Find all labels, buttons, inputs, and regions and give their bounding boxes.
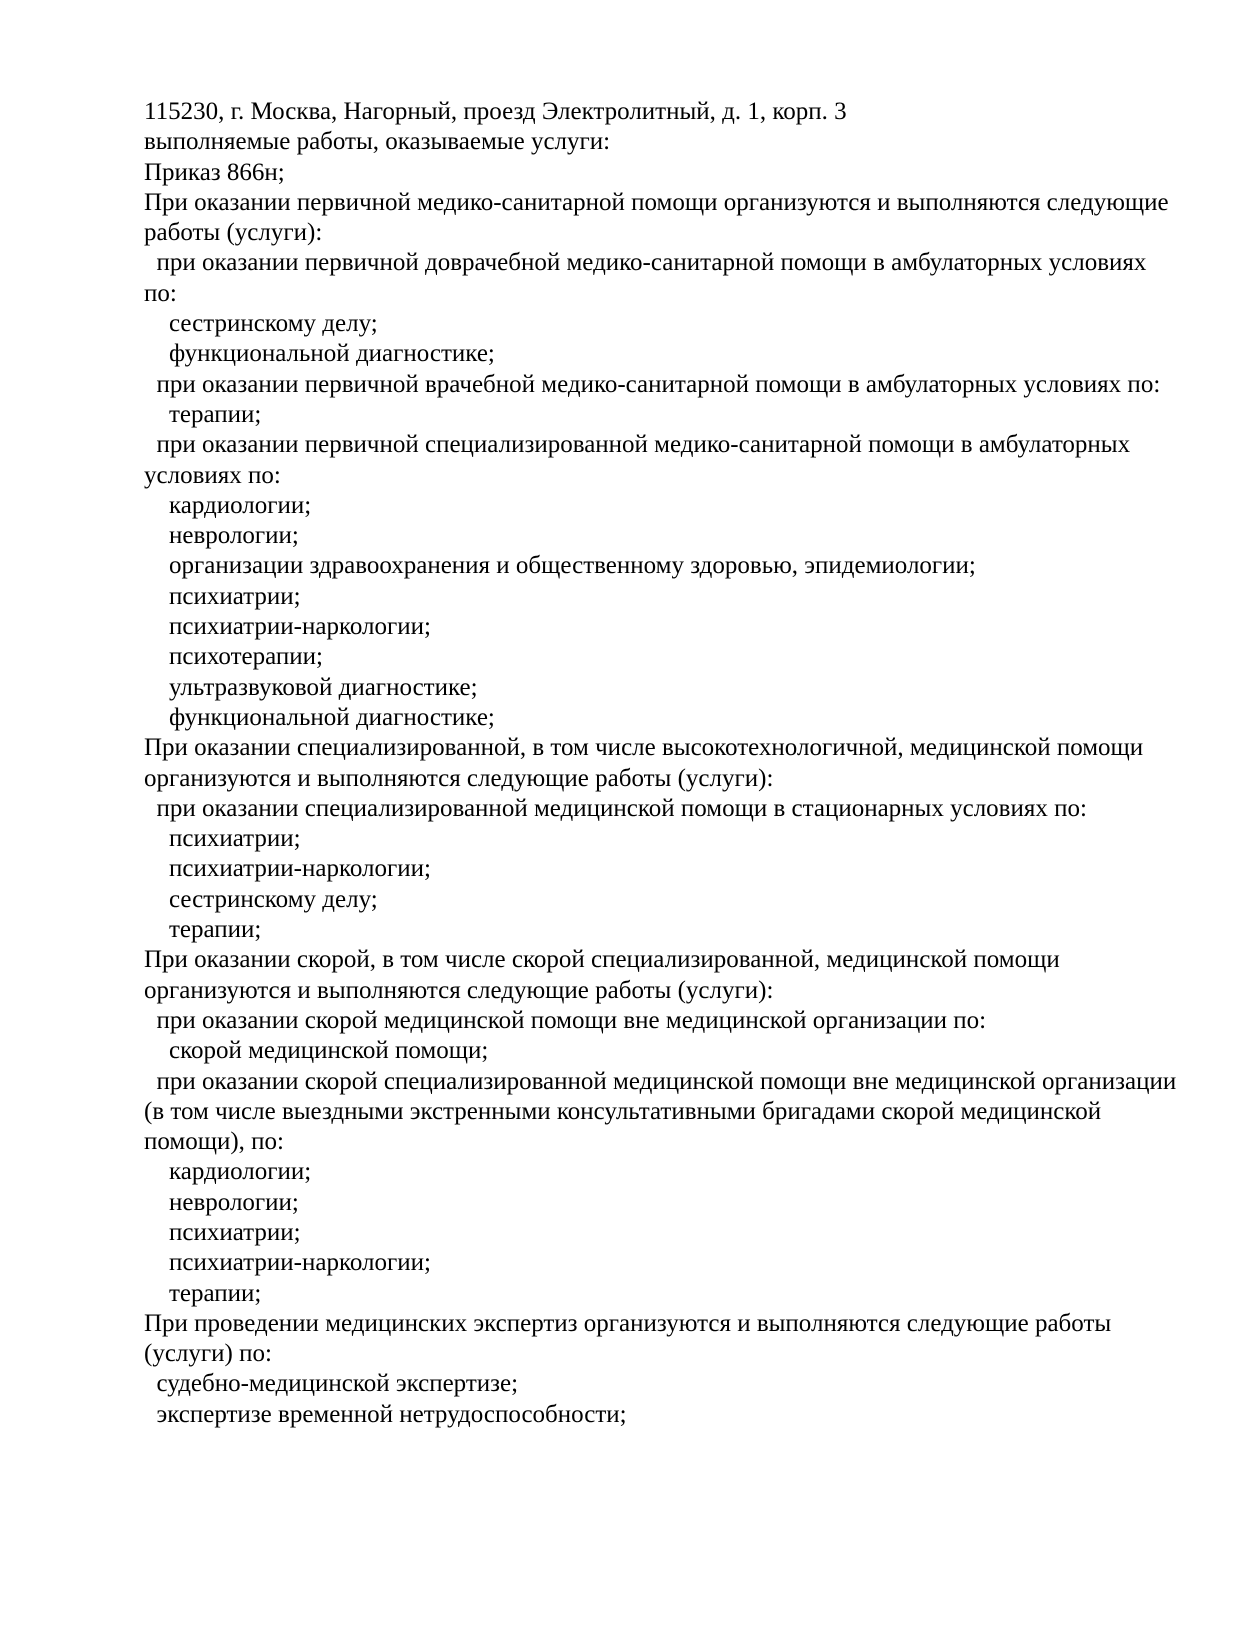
- document-line: функциональной диагностике;: [144, 703, 495, 731]
- document-line: выполняемые работы, оказываемые услуги:: [144, 128, 611, 156]
- document-line: терапии;: [144, 400, 262, 428]
- document-line: При оказании первичной медико-санитарной помощи организуются и выполняются следующие: [144, 188, 1169, 216]
- document-line: при оказании скорой специализированной медицинской помощи вне медицинской организации: [144, 1067, 1177, 1095]
- document-line: При оказании специализированной, в том числе высокотехнологичной, медицинской помощи: [144, 734, 1144, 762]
- document-line: При оказании скорой, в том числе скорой специализированной, медицинской помощи: [144, 946, 1060, 974]
- document-line: при оказании первичной специализированной медико-санитарной помощи в амбулаторных: [144, 431, 1131, 459]
- license-text-block: [144, 97, 1219, 1430]
- document-line: по:: [144, 279, 177, 307]
- document-line: (в том числе выездными экстренными консультативными бригадами скорой медицинской: [144, 1097, 1102, 1125]
- document-line: терапии;: [144, 1279, 262, 1307]
- document-line: психиатрии;: [144, 582, 301, 610]
- document-line: условиях по:: [144, 461, 281, 489]
- document-line: скорой медицинской помощи;: [144, 1037, 489, 1065]
- document-line: судебно-медицинской экспертизе;: [144, 1370, 519, 1398]
- document-line: неврологии;: [144, 1188, 299, 1216]
- document-line: терапии;: [144, 916, 262, 944]
- document-line: организации здравоохранения и общественному здоровью, эпидемиологии;: [144, 552, 976, 580]
- document-line: при оказании первичной врачебной медико-санитарной помощи в амбулаторных условиях по:: [144, 370, 1161, 398]
- document-line: работы (услуги):: [144, 219, 323, 247]
- document-line: психотерапии;: [144, 643, 323, 671]
- document-line: сестринскому делу;: [144, 310, 378, 338]
- document-line: психиатрии;: [144, 1218, 301, 1246]
- document-line: психиатрии-наркологии;: [144, 1249, 431, 1277]
- document-line: помощи), по:: [144, 1128, 285, 1156]
- document-line: экспертизе временной нетрудоспособности;: [144, 1400, 627, 1428]
- document-line: функциональной диагностике;: [144, 340, 495, 368]
- document-line: сестринскому делу;: [144, 885, 378, 913]
- document-line: при оказании первичной доврачебной медико-санитарной помощи в амбулаторных условиях: [144, 249, 1147, 277]
- document-line: при оказании специализированной медицинской помощи в стационарных условиях по:: [144, 794, 1087, 822]
- document-line: ультразвуковой диагностике;: [144, 673, 478, 701]
- document-line: Приказ 866н;: [144, 158, 285, 186]
- document-line: психиатрии-наркологии;: [144, 613, 431, 641]
- document-line: кардиологии;: [144, 1158, 312, 1186]
- document-line: 115230, г. Москва, Нагорный, проезд Электролитный, д. 1, корп. 3: [144, 98, 847, 125]
- document-line: неврологии;: [144, 522, 299, 550]
- document-line: При проведении медицинских экспертиз организуются и выполняются следующие работы: [144, 1309, 1112, 1337]
- document-line: организуются и выполняются следующие работы (услуги):: [144, 976, 774, 1004]
- document-line: при оказании скорой медицинской помощи вне медицинской организации по:: [144, 1006, 987, 1034]
- document-line: (услуги) по:: [144, 1340, 272, 1368]
- document-line: психиатрии;: [144, 825, 301, 853]
- document-line: кардиологии;: [144, 491, 312, 519]
- document-line: психиатрии-наркологии;: [144, 855, 431, 883]
- document-line: организуются и выполняются следующие работы (услуги):: [144, 764, 774, 792]
